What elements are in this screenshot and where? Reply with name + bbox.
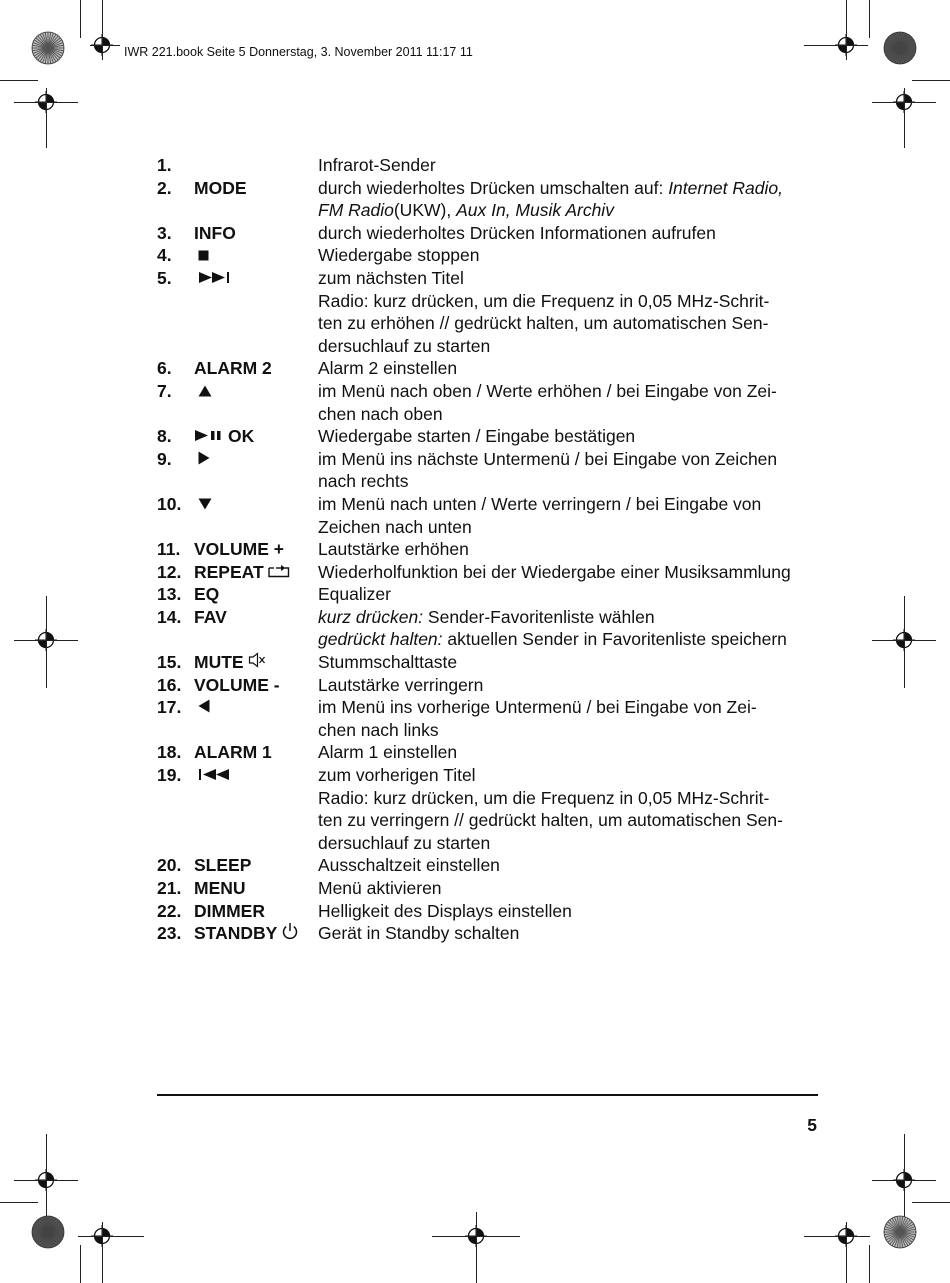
legend-entry [157, 154, 827, 177]
legend-entry [157, 357, 827, 380]
footer-rule [157, 1094, 818, 1096]
crop-mark [90, 45, 120, 46]
entry-number: 17. [157, 697, 182, 718]
button-description [318, 922, 828, 945]
legend-entry [157, 900, 827, 923]
description-line [318, 290, 828, 313]
button-label: FAV [194, 606, 227, 627]
crop-mark [432, 1236, 520, 1237]
entry-number: 20. [157, 855, 182, 876]
button-name [194, 177, 318, 200]
entry-number: 19. [157, 765, 182, 786]
legend-entry [157, 493, 827, 538]
description-line [318, 674, 828, 697]
text-segment: Alarm 2 einstellen [318, 358, 458, 379]
entry-number: 13. [157, 584, 182, 605]
button-name [194, 877, 318, 900]
button-label: MODE [194, 177, 247, 198]
button-name [194, 696, 318, 719]
description-line [318, 696, 828, 719]
legend-entry [157, 267, 827, 357]
description-line [318, 267, 828, 290]
color-bar-rosette-icon [31, 31, 65, 65]
button-description [318, 448, 828, 493]
description-line [318, 854, 828, 877]
text-segment: Lautstärke verringern [318, 674, 484, 695]
button-name [194, 244, 318, 267]
crop-mark [46, 596, 47, 688]
button-description [318, 854, 828, 877]
arrow-down-icon [198, 493, 212, 516]
page-number: 5 [807, 1115, 817, 1135]
button-name [194, 900, 318, 923]
color-bar-rosette-icon [31, 1215, 65, 1249]
legend-entry [157, 674, 827, 697]
entry-number: 22. [157, 900, 182, 921]
stop-icon [198, 244, 209, 267]
repeat-icon [268, 561, 290, 584]
crop-mark [0, 80, 38, 81]
text-segment: Equalizer [318, 584, 391, 605]
entry-number: 21. [157, 878, 182, 898]
button-description [318, 741, 828, 764]
legend-entry [157, 583, 827, 606]
description-line [318, 312, 828, 335]
crop-mark [14, 102, 78, 103]
italic-text: Internet Radio, [668, 177, 783, 198]
button-description [318, 877, 828, 900]
entry-number: 18. [157, 742, 182, 763]
description-line [318, 357, 828, 380]
crop-mark [14, 640, 78, 641]
button-description [318, 764, 828, 854]
crop-mark [869, 1245, 870, 1283]
text-segment: Wiedergabe starten / Eingabe bestätigen [318, 426, 636, 447]
description-line [318, 335, 828, 358]
button-description [318, 493, 828, 538]
entry-number: 4. [157, 245, 172, 266]
crop-mark [78, 1236, 144, 1237]
legend-entry [157, 561, 827, 584]
text-segment: aktuellen Sender in Favoritenliste speichern [442, 629, 787, 650]
description-line [318, 583, 828, 606]
button-label: EQ [194, 584, 220, 605]
text-segment: durch wiederholtes Drücken umschalten auf: [318, 177, 669, 198]
button-label: STANDBY [194, 923, 278, 944]
italic-text: gedrückt halten: [318, 629, 443, 650]
button-description [318, 177, 828, 222]
entry-number: 14. [157, 606, 182, 627]
text-segment: Gerät in Standby schalten [318, 923, 520, 944]
legend-entry [157, 244, 827, 267]
crop-mark [476, 1212, 477, 1283]
arrow-up-icon [198, 380, 212, 403]
button-name [194, 606, 318, 629]
button-name [194, 222, 318, 245]
legend-entry [157, 177, 827, 222]
legend-entry [157, 448, 827, 493]
entry-number: 1. [157, 155, 172, 175]
text-segment: Menü aktivieren [318, 878, 442, 898]
description-line [318, 380, 828, 403]
text-segment: Radio: kurz drücken, um die Frequenz in 0,05 MHz-Schrit- [318, 787, 770, 808]
crop-mark [904, 88, 905, 148]
crop-mark [904, 596, 905, 688]
text-segment: zum vorherigen Titel [318, 765, 476, 786]
italic-text: Aux In, Musik Archiv [456, 200, 614, 221]
entry-number: 16. [157, 674, 182, 695]
legend-entry [157, 380, 827, 425]
button-name [194, 583, 318, 606]
legend-entry [157, 651, 827, 674]
description-line [318, 538, 828, 561]
legend-entry [157, 696, 827, 741]
button-name [194, 764, 318, 787]
button-label: MUTE [194, 652, 244, 673]
button-name [194, 538, 318, 561]
text-segment: zum nächsten Titel [318, 267, 464, 288]
text-segment: durch wiederholtes Drücken Informationen aufrufen [318, 222, 716, 243]
description-line [318, 177, 828, 200]
description-line [318, 448, 828, 471]
description-line [318, 425, 828, 448]
button-name [194, 922, 318, 945]
text-segment: Ausschaltzeit einstellen [318, 855, 500, 876]
description-line [318, 719, 828, 742]
entry-number: 9. [157, 448, 172, 469]
italic-text: FM Radio [318, 200, 394, 221]
button-description [318, 425, 828, 448]
color-bar-rosette-icon [883, 31, 917, 65]
button-name [194, 267, 318, 290]
button-description [318, 244, 828, 267]
button-description [318, 696, 828, 741]
button-description [318, 674, 828, 697]
description-line [318, 922, 828, 945]
text-segment: (UKW), [393, 200, 457, 221]
text-segment: chen nach links [318, 719, 439, 740]
text-segment: Helligkeit des Displays einstellen [318, 900, 572, 921]
legend-entry [157, 222, 827, 245]
button-description [318, 222, 828, 245]
text-segment: dersuchlauf zu starten [318, 335, 491, 356]
description-line [318, 199, 828, 222]
crop-mark [80, 1245, 81, 1283]
next-track-icon [198, 267, 232, 290]
description-line [318, 493, 828, 516]
button-description [318, 154, 828, 177]
crop-mark [872, 102, 936, 103]
legend-entry [157, 922, 827, 945]
description-line [318, 628, 828, 651]
crop-mark [846, 0, 847, 60]
text-segment: nach rechts [318, 471, 409, 492]
entry-number: 10. [157, 493, 182, 514]
description-line [318, 877, 828, 900]
button-description [318, 651, 828, 674]
button-name [194, 425, 318, 448]
button-name [194, 674, 318, 697]
button-name [194, 154, 318, 177]
button-name [194, 741, 318, 764]
description-line [318, 764, 828, 787]
crop-mark [912, 1202, 950, 1203]
entry-number: 12. [157, 561, 182, 582]
description-line [318, 222, 828, 245]
legend-entry [157, 606, 827, 651]
legend-entry [157, 741, 827, 764]
italic-text: kurz drücken: [318, 606, 424, 627]
entry-number: 7. [157, 380, 172, 401]
text-segment: Wiederholfunktion bei der Wiedergabe einer Musiksammlung [318, 561, 791, 582]
button-description [318, 583, 828, 606]
button-label: ALARM 2 [194, 358, 272, 379]
button-name [194, 448, 318, 471]
crop-mark [912, 80, 950, 81]
entry-number: 6. [157, 358, 172, 379]
description-line [318, 651, 828, 674]
description-line [318, 606, 828, 629]
button-name [194, 493, 318, 516]
entry-number: 8. [157, 426, 172, 447]
button-label: MENU [194, 878, 246, 898]
crop-mark [804, 45, 868, 46]
text-segment: im Menü ins nächste Untermenü / bei Eingabe von Zeichen [318, 448, 778, 469]
description-line [318, 470, 828, 493]
text-segment: Stummschalttaste [318, 652, 458, 673]
crop-mark [804, 1236, 870, 1237]
description-line [318, 403, 828, 426]
button-label: OK [228, 426, 255, 447]
description-line [318, 516, 828, 539]
crop-mark [869, 0, 870, 38]
crop-mark [102, 1222, 103, 1283]
button-description [318, 380, 828, 425]
description-line [318, 561, 828, 584]
button-name [194, 854, 318, 877]
button-label: SLEEP [194, 855, 252, 876]
crop-mark [14, 1180, 78, 1181]
button-label: VOLUME - [194, 674, 280, 695]
text-segment: Alarm 1 einstellen [318, 742, 458, 763]
text-segment: Radio: kurz drücken, um die Frequenz in 0,05 MHz-Schrit- [318, 290, 770, 311]
crop-mark [102, 0, 103, 60]
power-icon [281, 922, 299, 946]
crop-mark [872, 1180, 936, 1181]
text-segment: im Menü nach unten / Werte verringern / bei Eingabe von [318, 493, 762, 514]
color-bar-rosette-icon [883, 1215, 917, 1249]
entry-number: 23. [157, 923, 182, 944]
text-segment: Sender-Favoritenliste wählen [423, 606, 655, 627]
prev-track-icon [198, 764, 232, 787]
mute-icon [248, 651, 266, 674]
text-segment: Zeichen nach unten [318, 516, 472, 537]
button-name [194, 561, 318, 584]
button-description [318, 606, 828, 651]
button-name [194, 380, 318, 403]
text-segment: im Menü nach oben / Werte erhöhen / bei Eingabe von Zei- [318, 380, 777, 401]
crop-mark [80, 0, 81, 38]
legend-entry [157, 425, 827, 448]
legend-entry [157, 538, 827, 561]
text-segment: Infrarot-Sender [318, 155, 436, 175]
button-name [194, 651, 318, 674]
text-segment: dersuchlauf zu starten [318, 832, 491, 853]
button-legend [157, 154, 827, 945]
button-label: VOLUME + [194, 539, 284, 560]
button-description [318, 357, 828, 380]
print-slug: IWR 221.book Seite 5 Donnerstag, 3. November 2011 11:17 11 [124, 45, 473, 59]
button-label: REPEAT [194, 561, 264, 582]
arrow-right-icon [198, 448, 210, 471]
text-segment: Lautstärke erhöhen [318, 539, 469, 560]
button-name [194, 357, 318, 380]
description-line [318, 832, 828, 855]
legend-entry [157, 764, 827, 854]
description-line [318, 154, 828, 177]
text-segment: chen nach oben [318, 403, 443, 424]
button-description [318, 561, 828, 584]
button-description [318, 267, 828, 357]
legend-entry [157, 877, 827, 900]
button-label: INFO [194, 222, 236, 243]
crop-mark [872, 640, 936, 641]
text-segment: ten zu verringern // gedrückt halten, um automatischen Sen- [318, 810, 783, 831]
legend-entry [157, 854, 827, 877]
crop-mark [846, 1222, 847, 1283]
play-pause-icon [194, 425, 224, 448]
button-label: DIMMER [194, 900, 265, 921]
text-segment: ten zu erhöhen // gedrückt halten, um automatischen Sen- [318, 313, 769, 334]
entry-number: 3. [157, 222, 172, 243]
description-line [318, 787, 828, 810]
description-line [318, 809, 828, 832]
crop-mark [0, 1202, 38, 1203]
button-description [318, 900, 828, 923]
entry-number: 15. [157, 652, 182, 673]
entry-number: 2. [157, 177, 172, 198]
crop-mark [46, 88, 47, 148]
description-line [318, 244, 828, 267]
description-line [318, 900, 828, 923]
button-label: ALARM 1 [194, 742, 272, 763]
description-line [318, 741, 828, 764]
entry-number: 11. [157, 539, 181, 560]
arrow-left-icon [198, 696, 210, 719]
entry-number: 5. [157, 267, 172, 288]
text-segment: Wiedergabe stoppen [318, 245, 480, 266]
text-segment: im Menü ins vorherige Untermenü / bei Eingabe von Zei- [318, 697, 757, 718]
button-description [318, 538, 828, 561]
